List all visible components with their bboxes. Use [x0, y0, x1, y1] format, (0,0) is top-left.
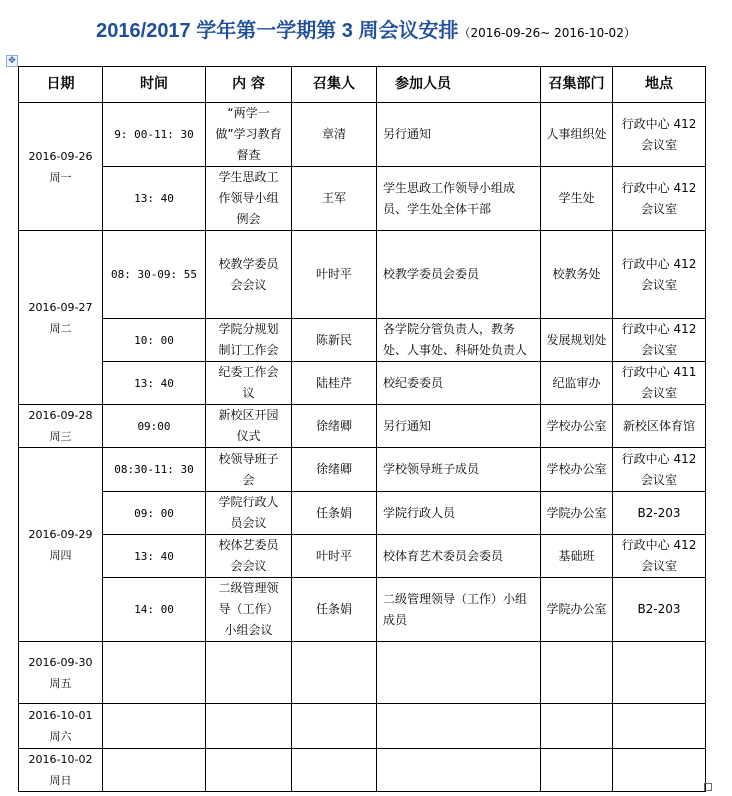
weekday-text: 周六 — [49, 730, 72, 743]
department-cell: 人事组织处 — [541, 103, 613, 167]
department-cell: 学生处 — [541, 167, 613, 231]
convener-cell: 任条娟 — [292, 578, 377, 642]
time-cell: 10: 00 — [103, 319, 206, 362]
move-arrows-icon[interactable]: ✥ — [6, 55, 18, 67]
date-text: 2016-09-29 — [28, 527, 93, 541]
location-line-2: 会议室 — [640, 472, 677, 487]
title-main: 2016/2017 学年第一学期第 3 周会议安排 — [96, 20, 459, 42]
location-cell — [613, 167, 706, 231]
attendees-cell: 学院行政人员 — [377, 492, 541, 535]
department-cell: 基础班 — [541, 535, 613, 578]
location-line-1: 行政中心 412 — [621, 180, 697, 195]
weekday-text: 周四 — [49, 548, 72, 562]
table-row — [19, 167, 706, 231]
table-row — [19, 492, 706, 535]
location-line-1: 行政中心 412 — [621, 538, 697, 552]
attendees-cell: 学校领导班子成员 — [377, 448, 541, 492]
time-cell: 14: 00 — [103, 578, 206, 642]
table-row — [19, 578, 706, 642]
content-cell: 校教学委员会会议 — [206, 231, 292, 319]
location-cell — [613, 231, 706, 319]
department-cell: 纪监审办 — [541, 362, 613, 405]
convener-cell — [292, 704, 377, 749]
location-cell — [613, 535, 706, 578]
convener-cell: 任条娟 — [292, 492, 377, 535]
location-line-2: 会议室 — [640, 277, 677, 292]
date-cell — [19, 103, 103, 231]
time-cell: 9: 00-11: 30 — [103, 103, 206, 167]
convener-cell: 徐绪卿 — [292, 448, 377, 492]
date-cell — [19, 749, 103, 792]
location-cell — [613, 103, 706, 167]
date-text: 2016-09-26 — [28, 149, 93, 163]
content-cell: 纪委工作会议 — [206, 362, 292, 405]
date-cell — [19, 704, 103, 749]
header-location: 地点 — [613, 67, 706, 103]
location-line-2: 会议室 — [640, 559, 677, 573]
location-cell — [613, 704, 706, 749]
attendees-cell: 校纪委委员 — [377, 362, 541, 405]
attendees-cell: 另行通知 — [377, 103, 541, 167]
weekday-text: 周一 — [49, 170, 72, 184]
location-cell — [613, 448, 706, 492]
location-cell — [613, 578, 706, 642]
convener-cell — [292, 642, 377, 704]
meeting-schedule-table — [18, 66, 706, 792]
department-cell: 校教务处 — [541, 231, 613, 319]
weekday-text: 周三 — [49, 430, 72, 443]
content-cell: “两学一做”学习教育督查 — [206, 103, 292, 167]
location-line-2: 会议室 — [640, 386, 677, 400]
department-cell: 学院办公室 — [541, 578, 613, 642]
convener-cell: 章清 — [292, 103, 377, 167]
table-row — [19, 749, 706, 792]
table-end-marker-icon — [704, 783, 712, 791]
attendees-cell: 学生思政工作领导小组成员、学生处全体干部 — [377, 167, 541, 231]
location-cell — [613, 405, 706, 448]
location-cell — [613, 749, 706, 792]
table-row — [19, 535, 706, 578]
document-title — [0, 14, 732, 43]
attendees-cell: 校教学委员会委员 — [377, 231, 541, 319]
table-row — [19, 362, 706, 405]
date-cell — [19, 231, 103, 405]
header-time: 时间 — [103, 67, 206, 103]
convener-cell: 陆桂芹 — [292, 362, 377, 405]
date-text: 2016-09-30 — [28, 655, 93, 669]
attendees-cell: 另行通知 — [377, 405, 541, 448]
location-line-1: 行政中心 412 — [621, 116, 697, 131]
header-content: 内 容 — [206, 67, 292, 103]
weekday-text: 周五 — [49, 676, 72, 690]
date-cell — [19, 642, 103, 704]
table-row — [19, 319, 706, 362]
table-row — [19, 448, 706, 492]
time-cell — [103, 749, 206, 792]
time-cell: 09: 00 — [103, 492, 206, 535]
location-line-1: 行政中心 412 — [621, 256, 697, 271]
header-convener: 召集人 — [292, 67, 377, 103]
department-cell: 发展规划处 — [541, 319, 613, 362]
date-text: 2016-09-27 — [28, 300, 93, 314]
department-cell: 学校办公室 — [541, 405, 613, 448]
weekday-text: 周日 — [49, 774, 72, 787]
time-cell: 08: 30-09: 55 — [103, 231, 206, 319]
table-row — [19, 405, 706, 448]
content-cell — [206, 642, 292, 704]
time-cell — [103, 642, 206, 704]
location-line-2: 会议室 — [640, 343, 677, 357]
weekday-text: 周二 — [49, 321, 72, 335]
table-row — [19, 704, 706, 749]
time-cell: 09:00 — [103, 405, 206, 448]
time-cell: 08:30-11: 30 — [103, 448, 206, 492]
convener-cell — [292, 749, 377, 792]
time-cell: 13: 40 — [103, 167, 206, 231]
convener-cell: 叶时平 — [292, 535, 377, 578]
attendees-cell — [377, 749, 541, 792]
convener-cell: 叶时平 — [292, 231, 377, 319]
content-cell: 新校区开园仪式 — [206, 405, 292, 448]
convener-cell: 王军 — [292, 167, 377, 231]
content-cell: 学生思政工作领导小组例会 — [206, 167, 292, 231]
date-text: 2016-10-02 — [28, 753, 93, 766]
time-cell — [103, 704, 206, 749]
attendees-cell: 各学院分管负责人，教务处、人事处、科研处负责人 — [377, 319, 541, 362]
attendees-cell — [377, 642, 541, 704]
department-cell: 学校办公室 — [541, 448, 613, 492]
content-cell: 二级管理领导（工作）小组会议 — [206, 578, 292, 642]
table-row — [19, 642, 706, 704]
location-line-1: 新校区体育馆 — [622, 418, 695, 433]
location-line-1: B2-203 — [637, 602, 681, 616]
time-cell: 13: 40 — [103, 535, 206, 578]
location-cell — [613, 642, 706, 704]
location-line-1: B2-203 — [637, 505, 681, 520]
header-department: 召集部门 — [541, 67, 613, 103]
time-cell: 13: 40 — [103, 362, 206, 405]
department-cell: 学院办公室 — [541, 492, 613, 535]
content-cell: 校领导班子会 — [206, 448, 292, 492]
location-line-1: 行政中心 412 — [621, 451, 697, 466]
department-cell — [541, 749, 613, 792]
content-cell — [206, 704, 292, 749]
location-cell — [613, 319, 706, 362]
convener-cell: 徐绪卿 — [292, 405, 377, 448]
location-cell — [613, 362, 706, 405]
content-cell — [206, 749, 292, 792]
location-line-1: 行政中心 412 — [621, 322, 697, 336]
table-header-row — [19, 67, 706, 103]
content-cell: 学院分规划制订工作会 — [206, 319, 292, 362]
department-cell — [541, 642, 613, 704]
attendees-cell — [377, 704, 541, 749]
title-date-range: （2016-09-26~ 2016-10-02） — [458, 26, 636, 40]
header-attendees: 参加人员 — [377, 67, 541, 103]
location-line-1: 行政中心 411 — [621, 365, 697, 379]
table-row — [19, 103, 706, 167]
location-line-2: 会议室 — [640, 137, 677, 152]
attendees-cell: 校体育艺术委员会委员 — [377, 535, 541, 578]
date-text: 2016-10-01 — [28, 709, 93, 722]
location-line-2: 会议室 — [640, 201, 677, 216]
location-cell — [613, 492, 706, 535]
attendees-cell: 二级管理领导（工作）小组成员 — [377, 578, 541, 642]
date-text: 2016-09-28 — [28, 409, 93, 422]
table-row — [19, 231, 706, 319]
header-date: 日期 — [19, 67, 103, 103]
convener-cell: 陈新民 — [292, 319, 377, 362]
content-cell: 校体艺委员会会议 — [206, 535, 292, 578]
content-cell: 学院行政人员会议 — [206, 492, 292, 535]
date-cell — [19, 448, 103, 642]
date-cell — [19, 405, 103, 448]
department-cell — [541, 704, 613, 749]
